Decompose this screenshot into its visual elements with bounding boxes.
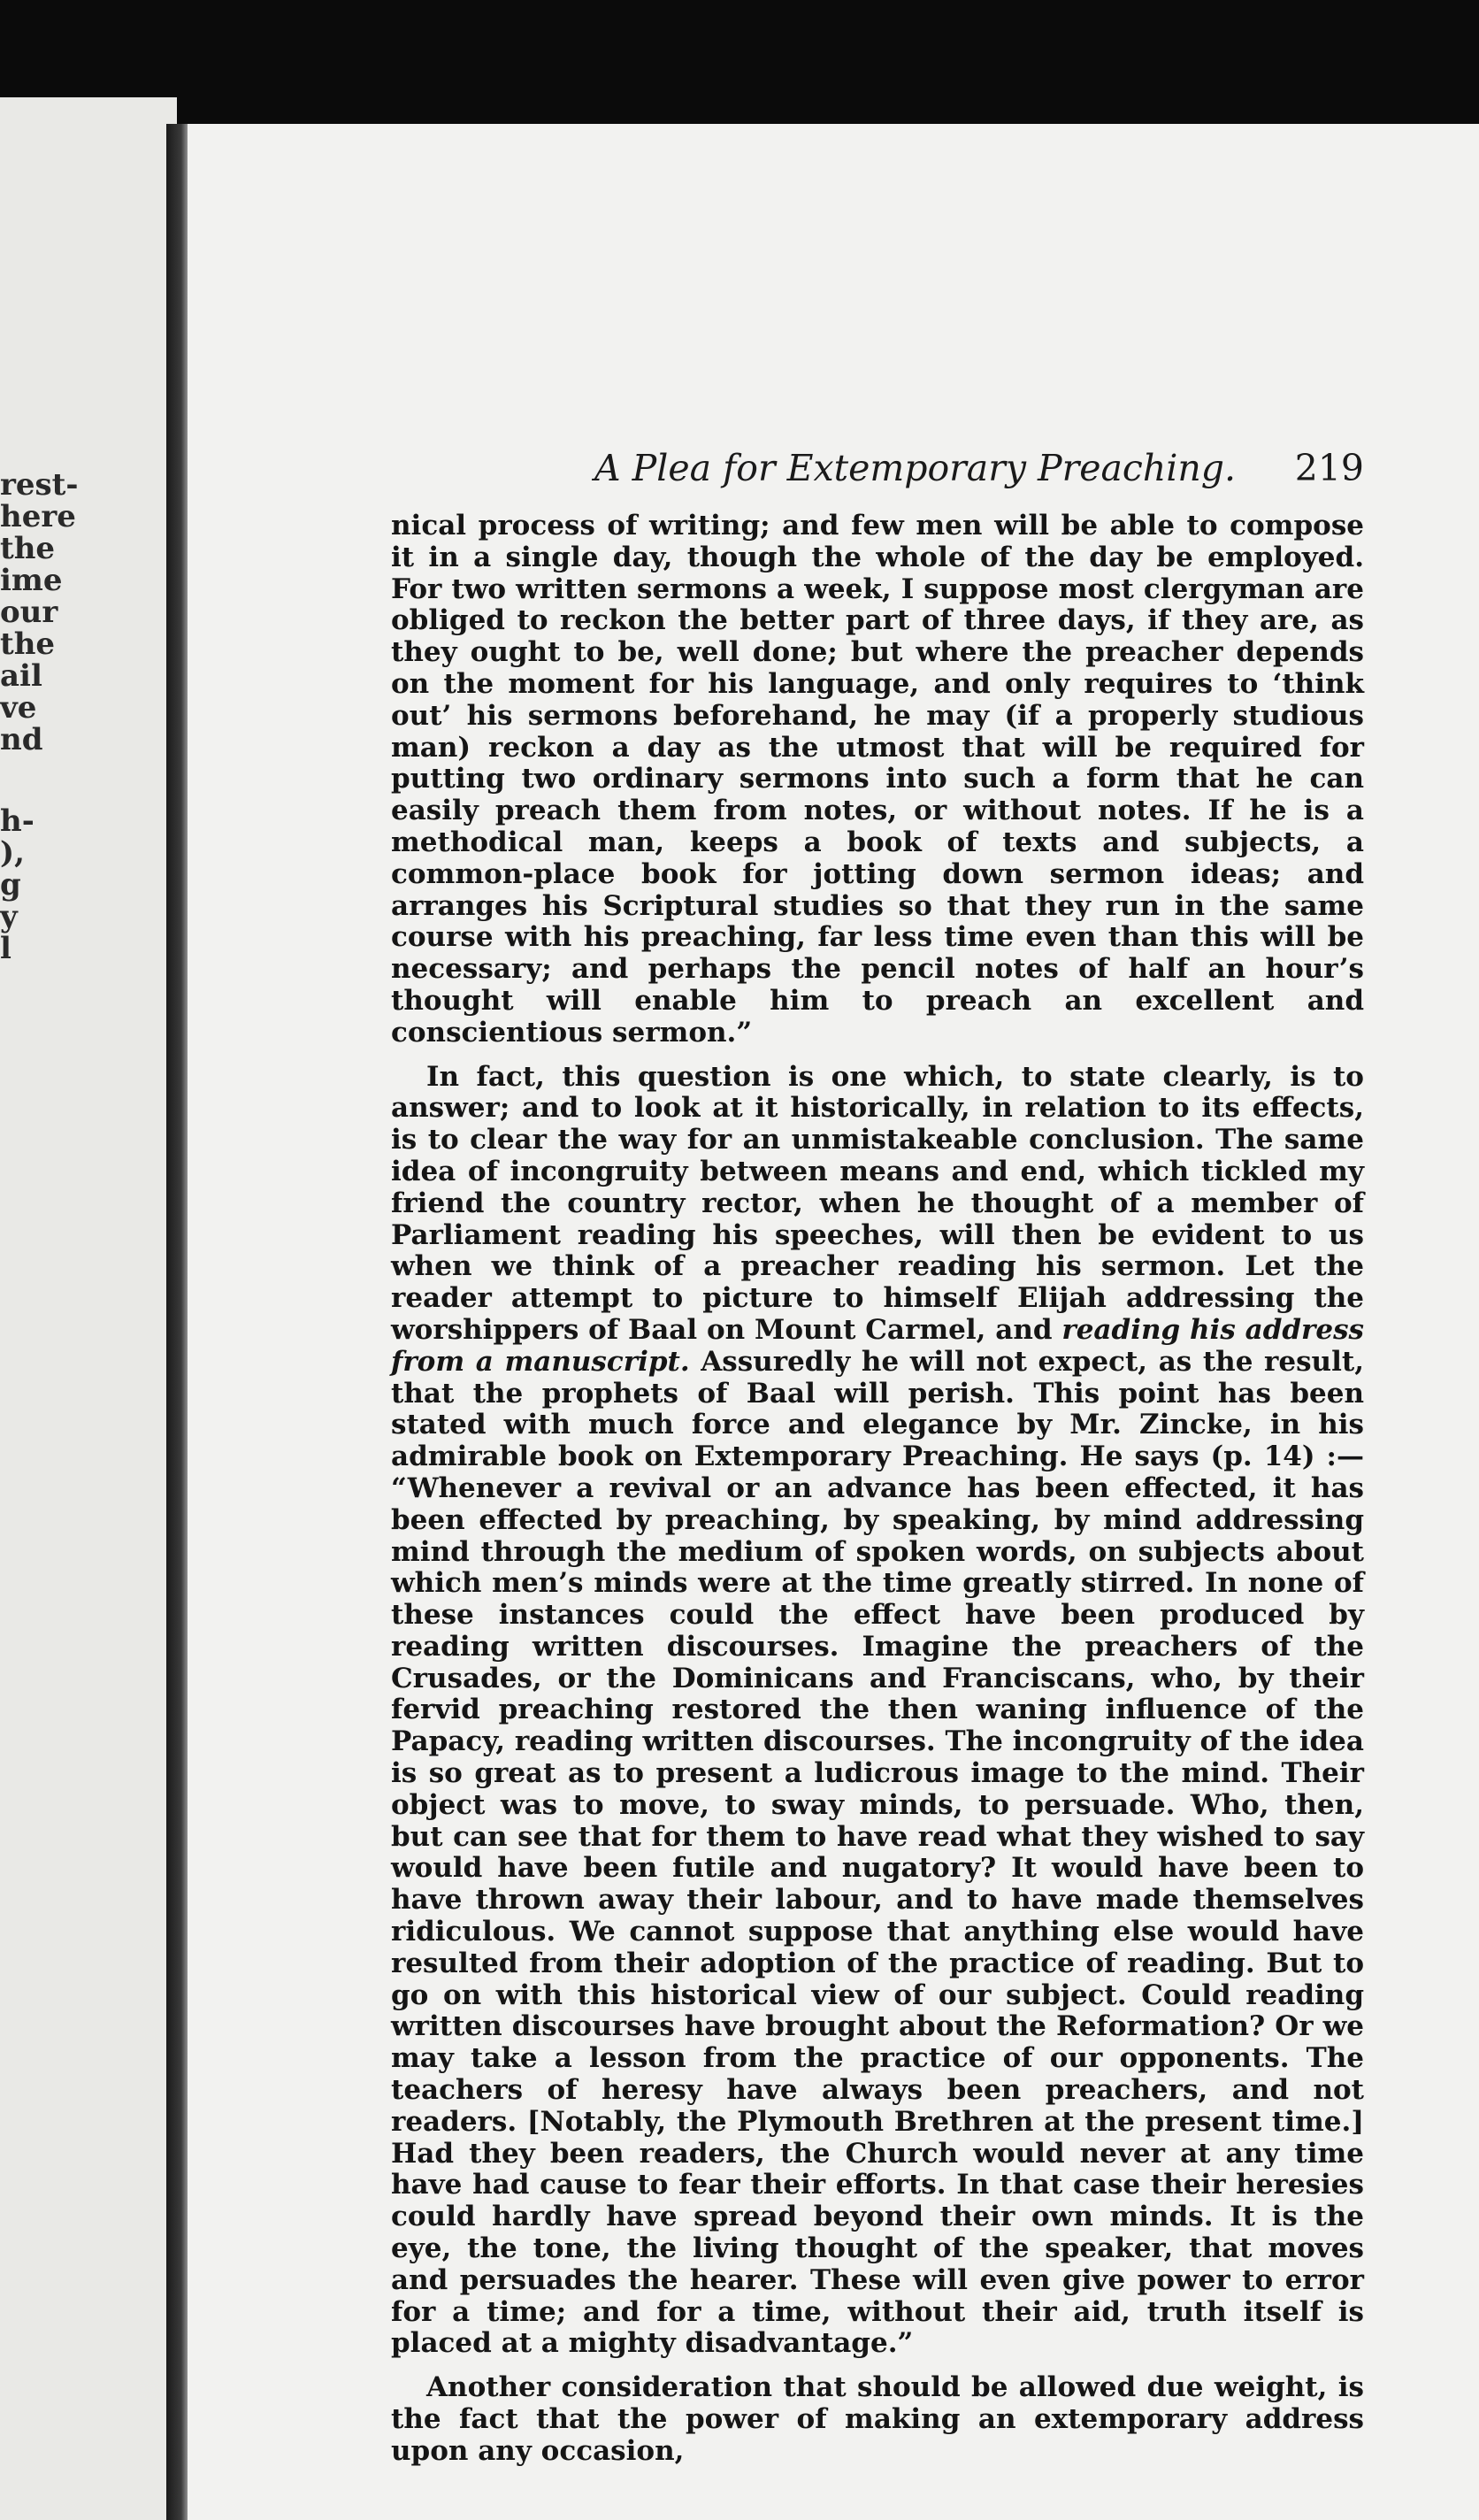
margin-fragment: nd [0,722,43,757]
paragraph: nical process of writing; and few men will be able to compose it in a single day, though the whole of the day be employed. For two written sermons a week, I suppose most clergyman are obliged to reckon the better part of three days, if they are, as they ought to be, well done; but where the preacher depends on the moment for his language, and only requires to ‘think out’ his sermons beforehand, he may (if a properly studious man) reckon a day as the utmost that will be required for putting two ordinary sermons into such a form that he can easily preach them from notes, or without notes. If he is a methodical man, keeps a book of texts and subjects, a common-place book for jotting down sermon ideas; and arranges his Scriptural studies so that they run in the same course with his preaching, far less time even than this will be necessary; and perhaps the pencil notes of half an hour’s thought will enable him to preach an excellent and conscientious sermon.” [391,510,1364,1049]
margin-fragment: h- [0,803,34,839]
paragraph-text: In fact, this question is one which, to state clearly, is to answer; and to look at it historically, in relation to its effects, is to clear the way for an unmistakeable conclusion. The same idea of incongruity between means and end, which tickled my friend the country rector, when he thought of a member of Parliament reading his speeches, will then be evident to us when we think of a preacher reading his sermon. Let the reader attempt to picture to himself Elijah addressing the worshippers of Baal on Mount Carmel, and [391,1060,1364,1346]
margin-fragment: ime [0,563,63,598]
book-page [188,124,1479,2520]
margin-fragment: here [0,499,76,534]
running-title: A Plea for Extemporary Preaching. [594,447,1237,489]
italic-phrase: reading his address from a manuscript. [391,1313,1365,1378]
facing-page [0,97,177,2520]
running-header [391,447,1364,500]
margin-fragment: g [0,867,21,903]
margin-fragment: the [0,531,56,566]
margin-fragment: ve [0,690,37,726]
margin-fragment: l [0,931,11,966]
paragraph [391,1062,1364,2361]
margin-fragment: rest- [0,467,79,503]
margin-fragment: our [0,595,58,630]
body-text [391,511,1364,2468]
margin-fragment: ), [0,835,25,871]
paragraph-text: Assuredly he will not expect, as the result, that the prophets of Baal will perish. This point has been stated with much force and elegance by Mr. Zincke, in his admirable book on Extemporary Preaching. He says (p. 14) :— “Whenever a revival or an advance has been effected, it has been effected by preaching, by speaking, by mind addressing mind through the medium of spoken words, on subjects about which men’s minds were at the time greatly stirred. In none of these instances could the effect have been produced by reading written discourses. Imagine the preachers of the Crusades, or the Dominicans and Franciscans, who, by their fervid preaching restored the then waning influence of the Papacy, reading written discourses. The incongruity of the idea is so great as to present a ludicrous image to the mind. Their object was to move, to sway minds, to persuade. Who, then, but can see that for them to have read what they wished to say would have been futile and nugatory? It would have been to have thrown away their labour, and to have made themselves ridiculous. We cannot suppose that anything else would have resulted from their adoption of the practice of reading. But to go on with this historical view of our subject. Could reading written discourses have brought about the Reformation? Or we may take a lesson from the practice of our opponents. The teachers of heresy have always been preachers, and not readers. [Notably, the Plymouth Brethren at the present time.] Had they been readers, the Church would never at any time have had cause to fear their efforts. In that case their heresies could hardly have spread beyond their own minds. It is the eye, the tone, the living thought of the speaker, that moves and persuades the hearer. These will even give power to error for a time; and for a time, without their aid, truth itself is placed at a mighty disadvantage.” [391,1345,1364,2360]
paragraph: Another consideration that should be allowed due weight, is the fact that the power of making an extemporary address upon any occasion, [391,2371,1364,2467]
margin-fragment: y [0,899,18,934]
margin-fragment: the [0,626,56,662]
margin-fragment: ail [0,658,42,694]
page-number: 219 [1294,447,1364,489]
